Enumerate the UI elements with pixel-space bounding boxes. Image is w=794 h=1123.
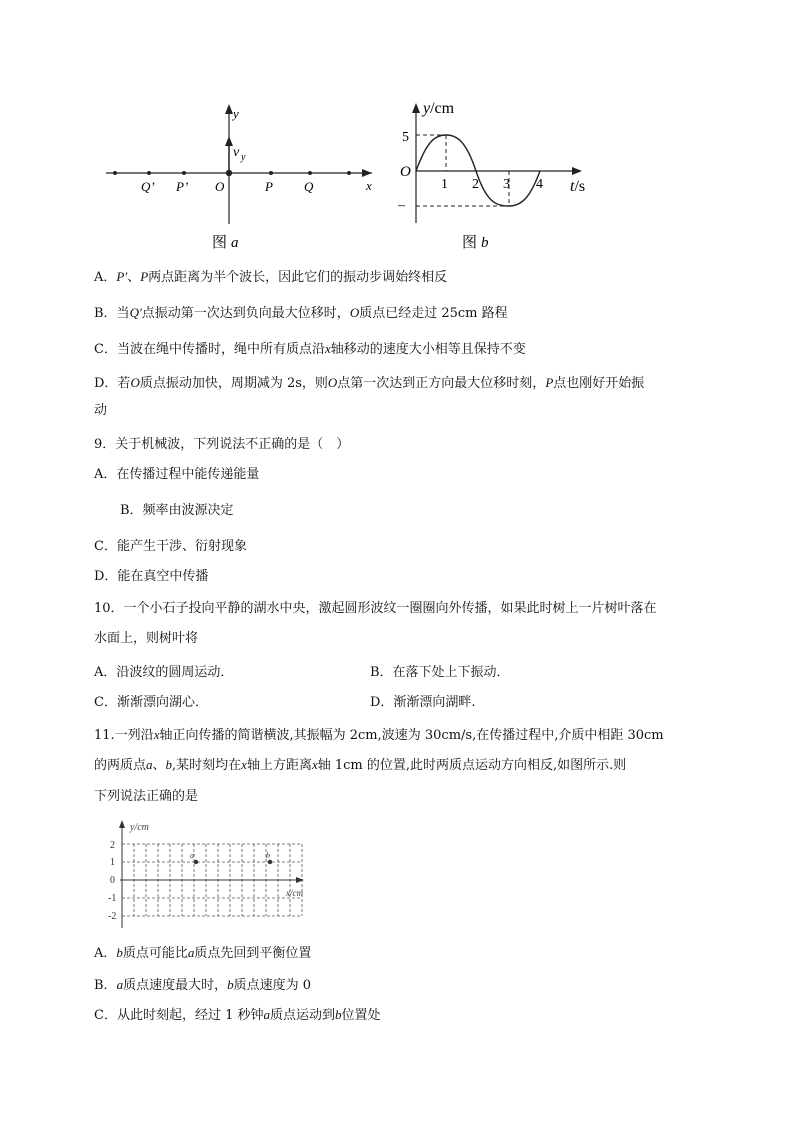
- fig-a-point-q: Q: [304, 179, 314, 194]
- q10-option-c: C．渐渐漂向湖心．: [94, 695, 208, 710]
- fig-b-x-tick-1: 1: [441, 177, 448, 192]
- q9-stem: 9．关于机械波，下列说法不正确的是（ ）: [94, 437, 350, 452]
- fig-c-y-tick-0: 0: [110, 875, 115, 886]
- q10-option-b: B．在落下处上下振动．: [370, 665, 510, 680]
- fig-b-x-tick-3: 3: [503, 177, 510, 192]
- fig-b-caption: 图 b: [462, 235, 489, 251]
- figure-b: [390, 95, 600, 255]
- fig-b-y-bottom-tick: –: [398, 198, 405, 213]
- q11-option-a: A．b质点可能比a质点先回到平衡位置: [94, 945, 312, 961]
- fig-c-point-b: b: [266, 851, 270, 860]
- q11-stem-1: 11.一列沿x轴正向传播的简谐横波,其振幅为 2cm,波速为 30cm/s,在传播过程中,介质中相距 30cm: [94, 727, 664, 743]
- figure-a: [100, 100, 390, 255]
- q10-stem-2: 水面上，则树叶将: [94, 631, 199, 646]
- fig-a-point-q-prime: Q’: [141, 179, 155, 194]
- fig-a-point-p-prime: P’: [176, 179, 189, 194]
- q11-option-c: C．从此时刻起，经过 1 秒钟a质点运动到b位置处: [94, 1007, 381, 1023]
- q10-option-a: A．沿波纹的圆周运动．: [94, 665, 234, 680]
- fig-a-velocity-sub: y: [241, 152, 246, 163]
- q8-option-c: C．当波在绳中传播时，绳中所有质点沿x轴移动的速度大小相等且保持不变: [94, 341, 526, 357]
- fig-c-x-label: x/cm: [286, 888, 303, 898]
- q8-option-b: B．当Q′点振动第一次达到负向最大位移时，O质点已经走过 25cm 路程: [94, 305, 508, 321]
- fig-c-point-a: a: [190, 851, 194, 860]
- q9-option-c: C．能产生干涉、衍射现象: [94, 539, 247, 554]
- q10-option-d: D．渐渐漂向湖畔.: [370, 695, 476, 710]
- fig-b-x-tick-2: 2: [472, 177, 479, 192]
- q11-stem-2: 的两质点a、b,某时刻均在x轴上方距离x轴 1cm 的位置,此时两质点运动方向相反,如图所示.则: [94, 757, 627, 773]
- fig-b-y-label: y/cm: [423, 100, 455, 117]
- fig-a-velocity-label: v: [233, 145, 240, 160]
- q8-option-a: A．P′、P两点距离为半个波长，因此它们的振动步调始终相反: [94, 269, 448, 285]
- fig-a-point-o: O: [215, 179, 225, 194]
- fig-c-y-tick-neg1: -1: [108, 893, 117, 904]
- fig-a-x-label: x: [366, 178, 372, 193]
- figure-c: [108, 814, 318, 932]
- q9-option-b: B．频率由波源决定: [120, 503, 234, 518]
- fig-b-origin: O: [400, 164, 411, 180]
- fig-c-y-tick-2: 2: [110, 840, 115, 851]
- q9-option-d: D．能在真空中传播: [94, 569, 209, 584]
- q10-stem-1: 10．一个小石子投向平静的湖水中央，激起圆形波纹一圈圈向外传播，如果此时树上一片树叶落在: [94, 601, 657, 616]
- q9-option-a: A．在传播过程中能传递能量: [94, 467, 260, 482]
- fig-a-point-p: P: [265, 179, 273, 194]
- fig-c-y-tick-neg2: -2: [108, 911, 117, 922]
- fig-b-x-label: t/s: [570, 178, 586, 195]
- fig-b-x-tick-4: 4: [536, 177, 543, 192]
- q8-option-d: D．若O质点振动加快，周期减为 2s，则O点第一次达到正方向最大位移时刻，P点也刚好开始振: [94, 375, 645, 391]
- fig-a-y-label: y: [233, 106, 239, 121]
- fig-b-y-top-tick: 5: [402, 130, 409, 145]
- q11-stem-3: 下列说法正确的是: [94, 789, 199, 804]
- q8-option-d-cont: 动: [94, 403, 108, 418]
- fig-c-y-tick-1: 1: [110, 857, 115, 868]
- q11-option-b: B．a质点速度最大时，b质点速度为 0: [94, 977, 311, 993]
- fig-a-caption: 图 a: [212, 235, 239, 251]
- fig-c-y-label: y/cm: [130, 822, 149, 833]
